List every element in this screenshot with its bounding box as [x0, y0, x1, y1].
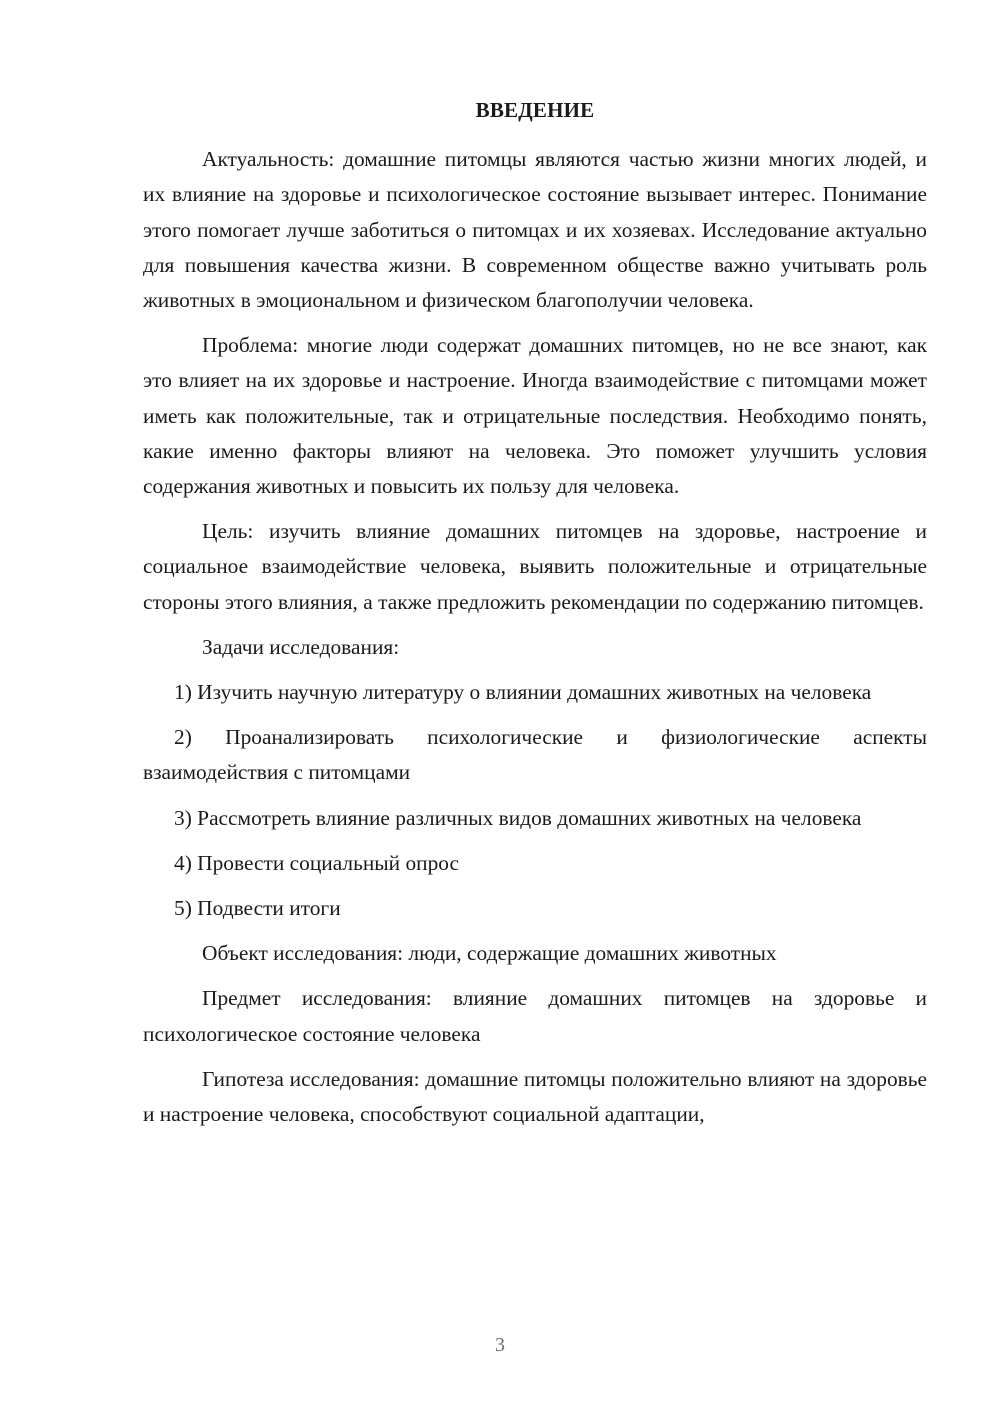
task-item: 4) Провести социальный опрос: [174, 850, 460, 875]
paragraph-subject: Предмет исследования: влияние домашних питомцев на здоровье и психологическое состояние человека: [143, 986, 927, 1046]
task-item: 1) Изучить научную литературу о влиянии домашних животных на человека: [174, 680, 872, 705]
paragraph-object: Объект исследования: люди, содержащие домашних животных: [202, 941, 777, 966]
paragraph-goal: Цель: изучить влияние домашних питомцев на здоровье, настроение и социальное взаимодействие человека, выявить положительные и отрицательные стороны этого влияния, а также предложить рекомендации по содержанию питомцев.: [143, 519, 927, 614]
page-content: [143, 93, 927, 1142]
paragraph-problem: Проблема: многие люди содержат домашних питомцев, но не все знают, как это влияет на их здоровье и настроение. Иногда взаимодействие с питомцами может иметь как положительные, так и отрицательные последствия. Необходимо понять, какие именно факторы влияют на человека. Это поможет улучшить условия содержания животных и повысить их пользу для человека.: [143, 333, 927, 499]
task-item: 2) Проанализировать психологические и физиологические аспекты взаимодействия с питомцами: [143, 725, 927, 785]
task-item: 5) Подвести итоги: [174, 896, 341, 921]
task-item: 3) Рассмотреть влияние различных видов домашних животных на человека: [174, 805, 862, 830]
tasks-heading: Задачи исследования:: [202, 634, 400, 659]
page-number: 3: [495, 1334, 505, 1356]
paragraph-relevance: Актуальность: домашние питомцы являются частью жизни многих людей, и их влияние на здоровье и психологическое состояние вызывает интерес. Понимание этого помогает лучше заботиться о питомцах и их хозяевах. Исследование актуально для повышения качества жизни. В современном обществе важно учитывать роль животных в эмоциональном и физическом благополучии человека.: [143, 147, 927, 313]
page-title: ВВЕДЕНИЕ: [475, 98, 595, 122]
paragraph-hypothesis: Гипотеза исследования: домашние питомцы положительно влияют на здоровье и настроение человека, способствуют социальной адаптации,: [143, 1066, 927, 1127]
